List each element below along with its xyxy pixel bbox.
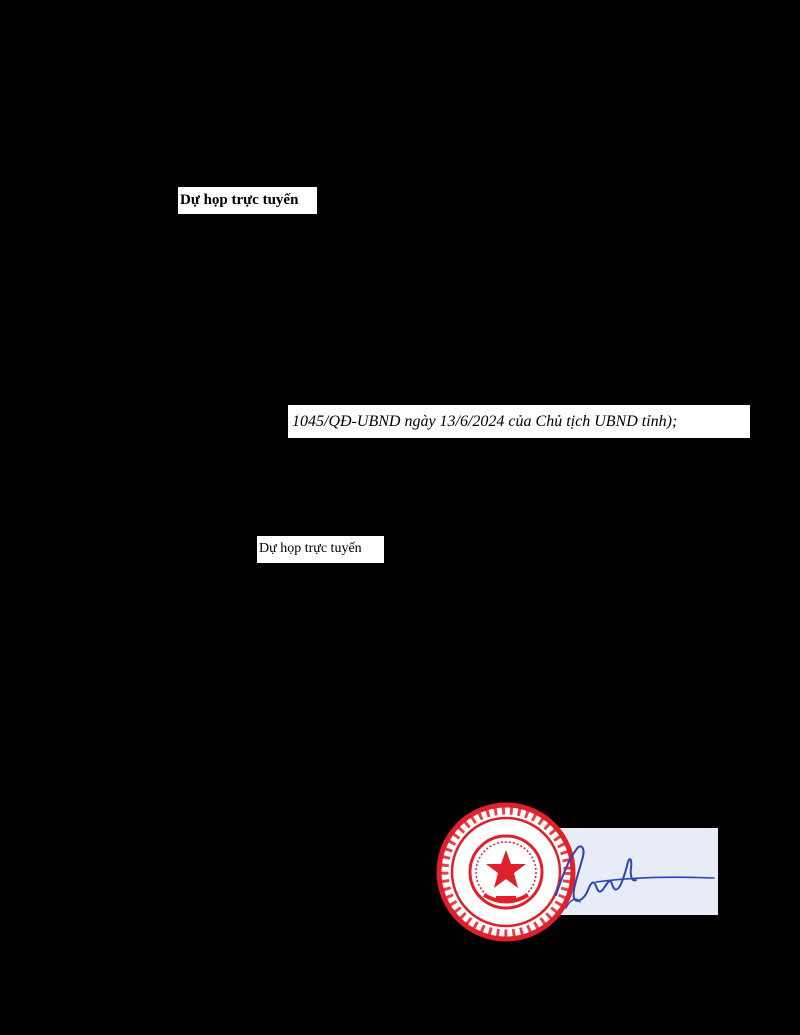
online-meeting-label-bold: Dự họp trực tuyến — [178, 187, 317, 214]
decision-reference-text: 1045/QĐ-UBND ngày 13/6/2024 của Chủ tịch UBND tỉnh); — [288, 405, 750, 438]
stamp-and-signature — [436, 800, 718, 945]
online-meeting-label: Dự họp trực tuyến — [257, 536, 384, 563]
handwritten-signature — [536, 820, 718, 920]
